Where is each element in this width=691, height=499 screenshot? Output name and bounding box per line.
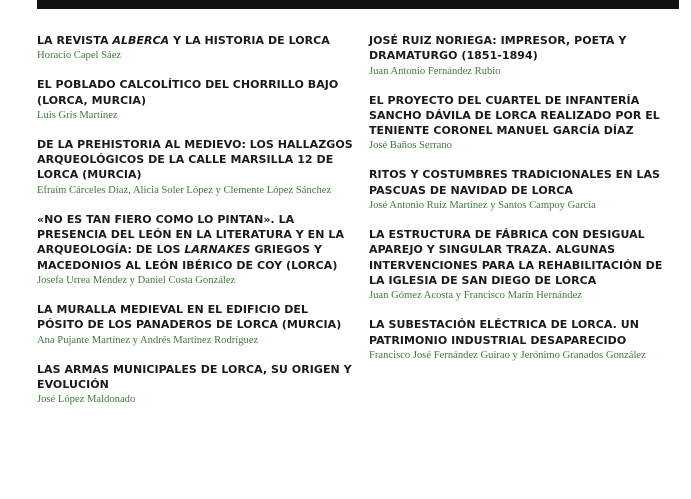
toc-entry [37,137,355,198]
article-title: LA SUBESTACIÓN ELÉCTRICA DE LORCA. UN PATRIMONIO INDUSTRIAL DESAPARECIDO [369,318,640,347]
article-title: «NO ES TAN FIERO COMO LO PINTAN». LA PRESENCIA DEL LEÓN EN LA LITERATURA Y EN LA ARQUEOLOGÍA: DE LOS LARNAKES GRIEGOS Y MACEDONIOS AL LEÓN IBÉRICO DE COY (LORCA) [37,212,345,272]
toc-entry [369,33,681,79]
toc-entry [369,317,681,363]
article-authors: Horacio Capel Sáez [37,50,122,62]
article-authors: José Antonio Ruiz Martínez y Santos Campoy García [369,200,596,212]
toc-entry [369,93,681,154]
toc-column-right [369,33,681,377]
toc-column-left [37,33,355,421]
article-authors: Ana Pujante Martínez y Andrés Martínez Rodríguez [37,334,259,346]
article-title: EL PROYECTO DEL CUARTEL DE INFANTERÍA SANCHO DÁVILA DE LORCA REALIZADO POR EL TENIENTE CORONEL MANUEL GARCÍA DÍAZ [369,93,660,138]
article-title: RITOS Y COSTUMBRES TRADICIONALES EN LAS PASCUAS DE NAVIDAD DE LORCA [369,168,660,197]
article-title: LA ESTRUCTURA DE FÁBRICA CON DESIGUAL APAREJO Y SINGULAR TRAZA. ALGUNAS INTERVENCIONES PARA LA REHABILITACIÓN DE LA IGLESIA DE SAN DIEGO DE LORCA [369,228,663,287]
italic-term: LARNAKES [184,243,251,257]
article-authors: Francisco José Fernández Guirao y Jerónimo Granados González [369,349,646,361]
article-title: LA REVISTA ALBERCA Y LA HISTORIA DE LORCA [37,34,330,47]
journal-name: ALBERCA [112,34,170,47]
article-title: LAS ARMAS MUNICIPALES DE LORCA, SU ORIGEN Y EVOLUCIÓN [37,362,352,391]
article-authors: Josefa Urrea Méndez y Daniel Costa González [37,274,236,286]
article-title: EL POBLADO CALCOLÍTICO DEL CHORRILLO BAJO (LORCA, MURCIA) [37,78,339,107]
article-authors: Juan Antonio Fernández Rubio [369,65,501,77]
article-authors: José López Maldonado [37,394,136,406]
article-authors: José Baños Serrano [369,140,452,152]
top-rule [37,0,679,9]
toc-entry [369,167,681,213]
toc-entry [37,212,355,288]
article-authors: Efraím Cárceles Díaz, Alicia Soler López y Clemente López Sánchez [37,184,332,196]
toc-entry [369,227,681,303]
toc-entry [37,362,355,408]
article-title: DE LA PREHISTORIA AL MEDIEVO: LOS HALLAZGOS ARQUEOLÓGICOS DE LA CALLE MARSILLA 12 DE LORCA (MURCIA) [37,137,353,182]
article-authors: Luis Gris Martínez [37,109,118,121]
article-title: JOSÉ RUIZ NORIEGA: IMPRESOR, POETA Y DRAMATURGO (1851-1894) [369,34,627,63]
article-title: LA MURALLA MEDIEVAL EN EL EDIFICIO DEL PÓSITO DE LOS PANADEROS DE LORCA (MURCIA) [37,302,342,332]
toc-entry [37,33,355,63]
toc-entry [37,77,355,123]
toc-entry [37,302,355,348]
article-authors: Juan Gómez Acosta y Francisco Marín Hernández [369,290,582,302]
